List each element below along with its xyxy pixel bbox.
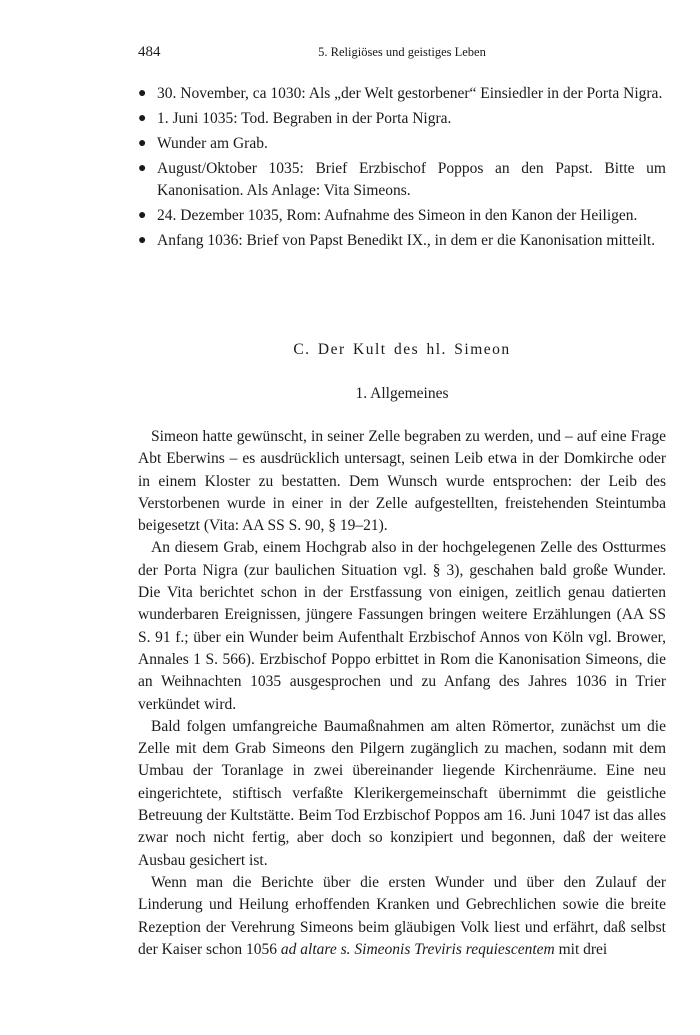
paragraph: Bald folgen umfangreiche Baumaßnahmen am alten Römertor, zunächst um die Zelle mit dem Grab Simeons den Pilgern zugänglich zu machen, sodann mit dem Umbau der Toranlage in zwei übereinander liegende Kirchenräume. Eine neu eingerichtete, stiftisch verfaßte Klerikergemeinschaft übernimmt die geistliche Betreuung der Kultstätte. Beim Tod Erzbischof Poppos am 16. Juni 1047 ist das alles zwar noch nicht fertig, aber doch so konzipiert und begonnen, daß der weitere Ausbau gesichert ist. — [138, 717, 666, 869]
timeline-list — [138, 83, 666, 255]
bullet-icon: ● — [138, 136, 147, 151]
list-item-text: August/Oktober 1035: Brief Erzbischof Poppos an den Papst. Bitte um Kanonisation. Als Anlage: Vita Simeons. — [157, 160, 666, 199]
latin-quote: ad altare s. Simeonis Treviris requiescentem — [280, 940, 555, 958]
paragraph-text-end: mit drei — [554, 940, 608, 958]
paragraph: An diesem Grab, einem Hochgrab also in der hochgelegenen Zelle des Ostturmes der Porta Nigra (zur baulichen Situation vgl. § 3), geschahen bald große Wunder. Die Vita berichtet schon in der Erstfassung von einigen, zeitlich genau datierten wunderbaren Ereignissen, jüngere Fassungen bringen weitere Erzählungen (AA SS S. 91 f.; über ein Wunder beim Aufenthalt Erzbischof Annos von Köln vgl. Brower, Annales 1 S. 566). Erzbischof Poppo erbittet in Rom die Kanonisation Simeons, die an Weihnachten 1035 ausgesprochen und zu Anfang des Jahres 1036 in Trier verkündet wird. — [138, 539, 666, 713]
list-item — [138, 205, 666, 227]
subsection-title: 1. Allgemeines — [355, 385, 449, 402]
page-number: 484 — [138, 44, 161, 60]
list-item — [138, 158, 666, 201]
list-item-text: Anfang 1036: Brief von Papst Benedikt IX., in dem er die Kanonisation mitteilt. — [157, 231, 656, 249]
bullet-icon: ● — [138, 161, 147, 176]
list-item — [138, 83, 666, 105]
bullet-icon: ● — [138, 86, 147, 101]
section-title: C. Der Kult des hl. Simeon — [293, 341, 511, 358]
list-item — [138, 133, 666, 155]
page-header — [138, 44, 666, 64]
list-item — [138, 230, 666, 252]
bullet-icon: ● — [138, 207, 147, 223]
list-item-text: 24. Dezember 1035, Rom: Aufnahme des Simeon in den Kanon der Heiligen. — [157, 206, 638, 224]
bullet-icon: ● — [138, 232, 147, 248]
paragraph: Simeon hatte gewünscht, in seiner Zelle begraben zu werden, und – auf eine Frage Abt Eberwins – es ausdrücklich untersagt, seinen Leib etwa in der Domkirche oder in einem Kloster zu bestatten. Dem Wunsch wurde entsprochen: der Leib des Verstorbenen wurde in einer in der Zelle aufgestellten, freistehenden Steintumba beigesetzt (Vita: AA SS S. 90, § 19–21). — [138, 428, 666, 535]
paragraph-text: Wenn man die Berichte über die ersten Wunder und über den Zulauf der Linderung und Heilung erhoffenden Kranken und Gebrechlichen sowie die breite Rezeption der Verehrung Simeons beim gläubigen Volk liest und erfährt, daß selbst der Kaiser schon 1056 — [138, 873, 666, 958]
paragraph-last — [138, 872, 666, 961]
bullet-icon: ● — [138, 111, 147, 126]
body-text — [138, 426, 666, 961]
list-item-text: Wunder am Grab. — [157, 135, 268, 152]
list-item-text: 1. Juni 1035: Tod. Begraben in der Porta Nigra. — [157, 110, 452, 127]
list-item-text: 30. November, ca 1030: Als „der Welt gestorbener“ Einsiedler in der Porta Nigra. — [157, 85, 663, 102]
running-head: 5. Religiöses und geistiges Leben — [318, 45, 486, 59]
list-item — [138, 108, 666, 130]
